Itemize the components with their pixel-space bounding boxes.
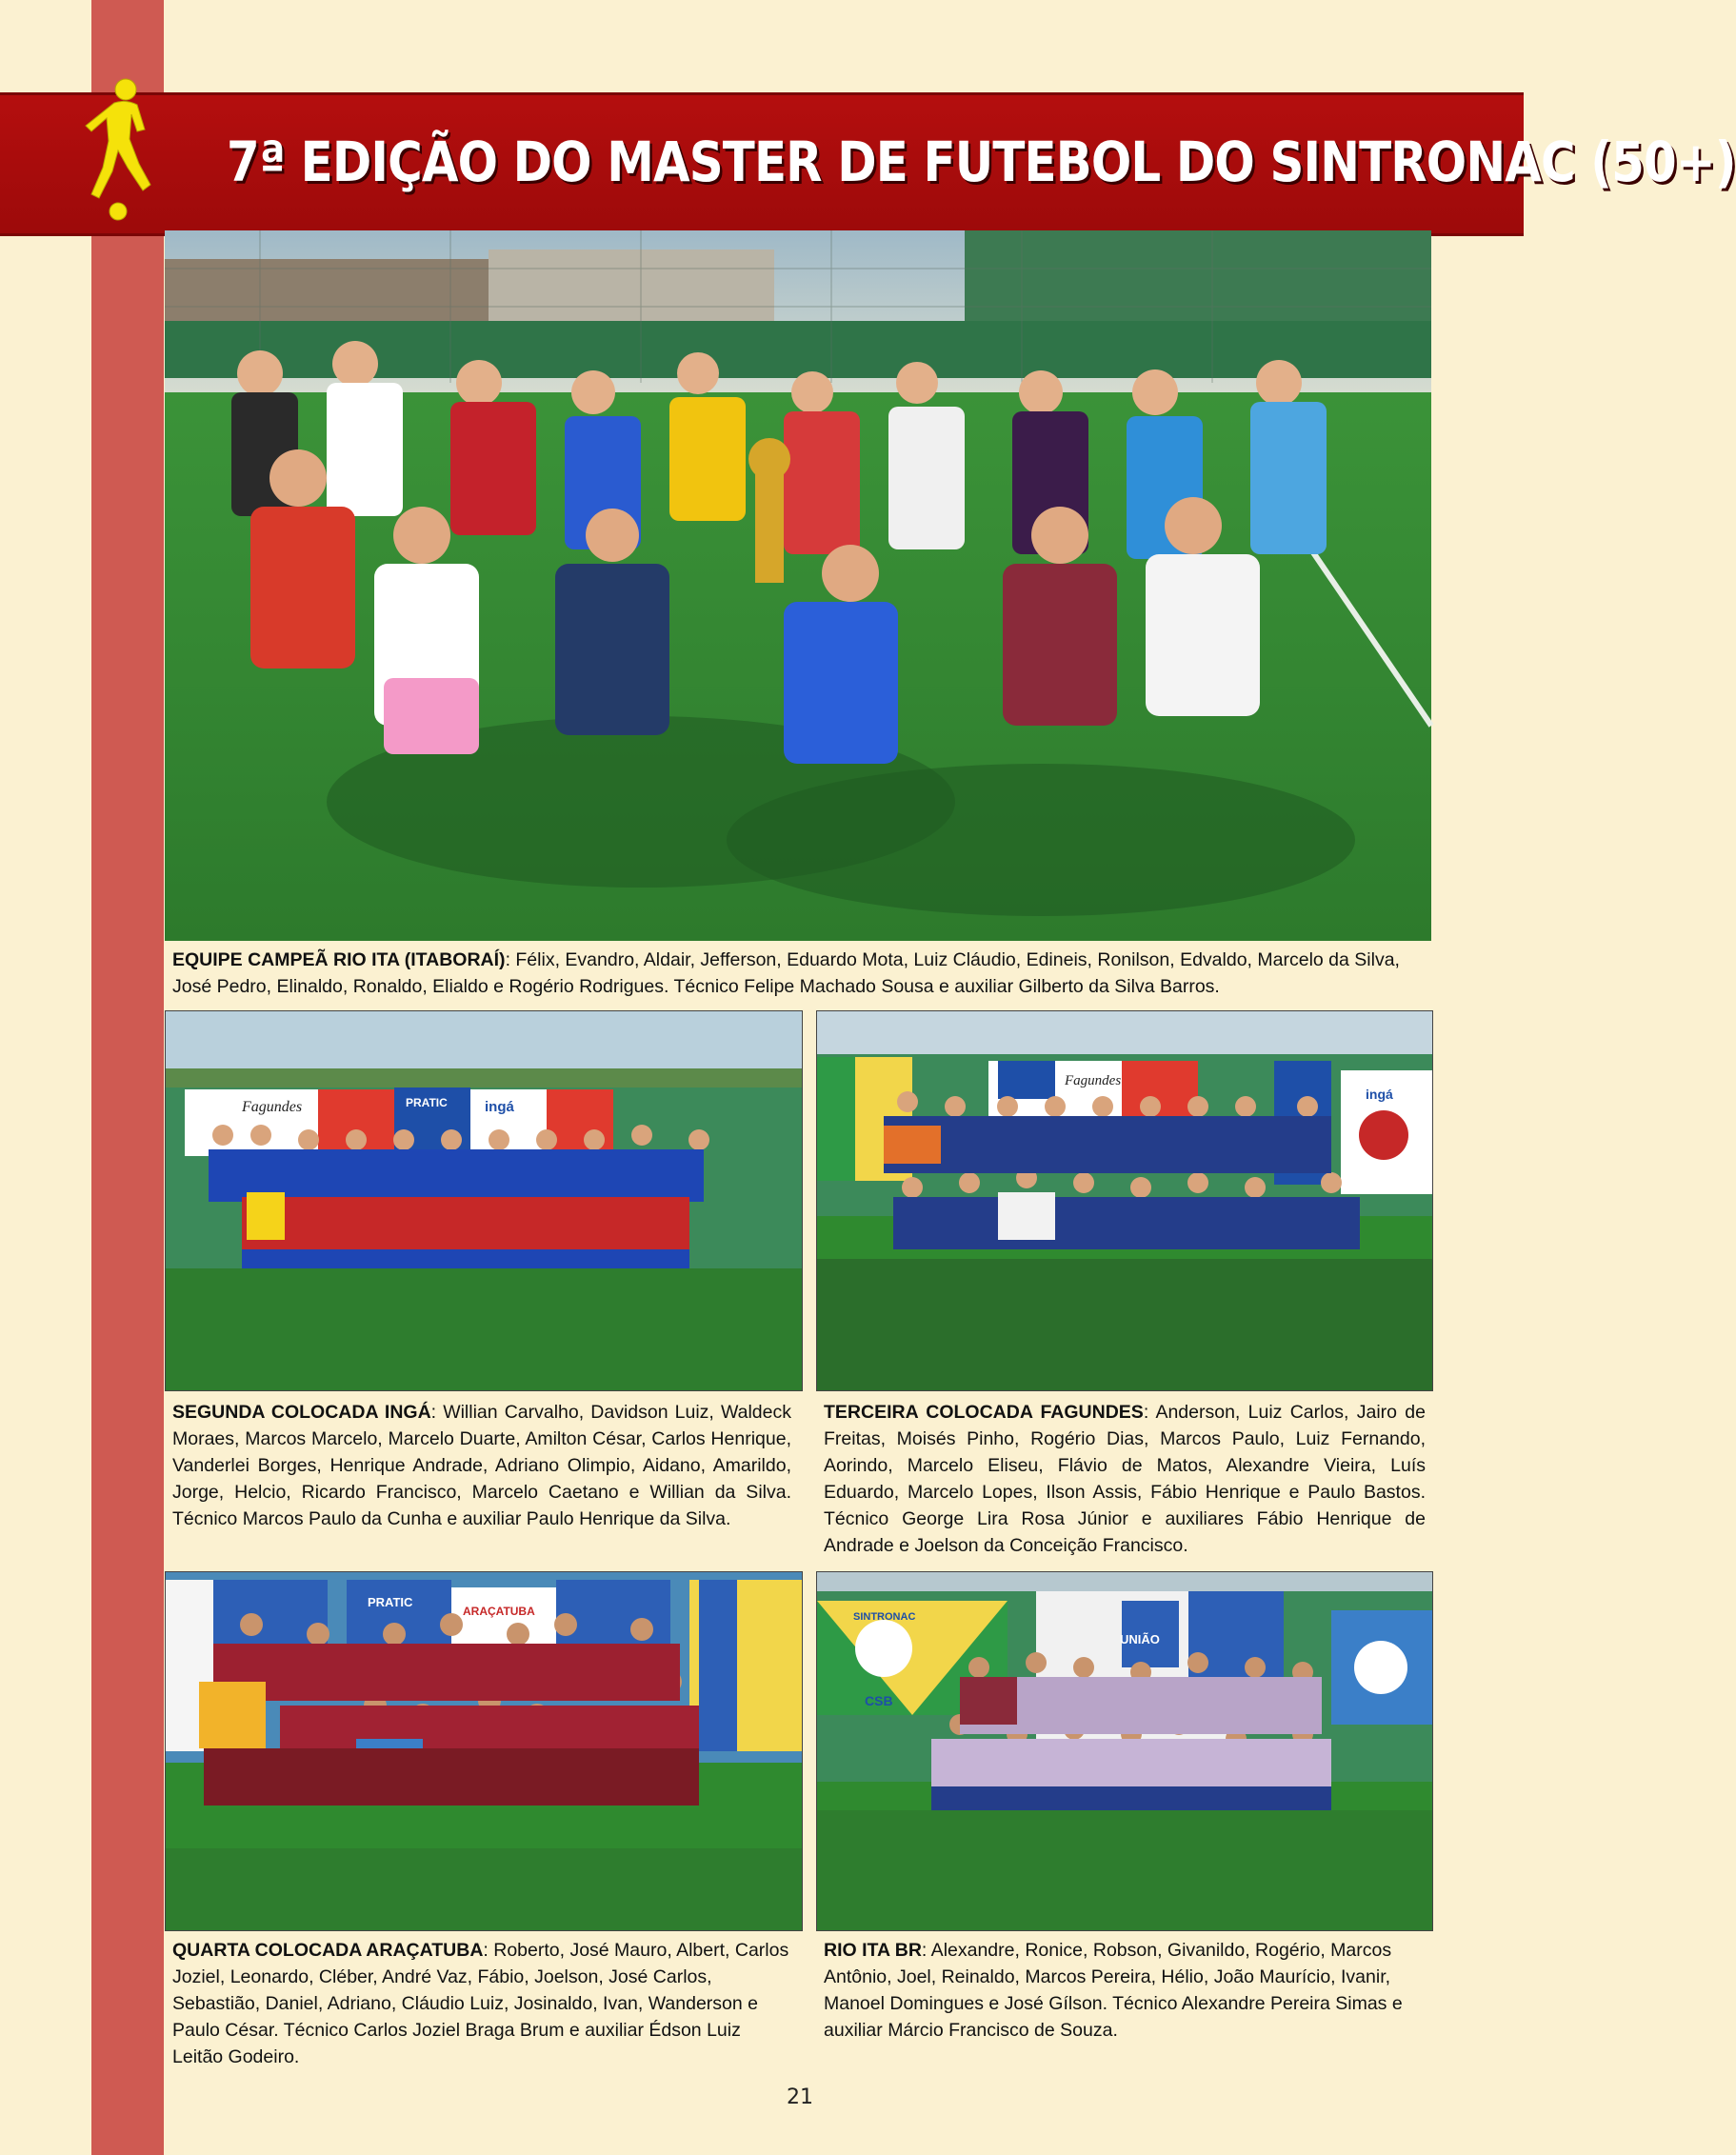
- caption-text: : Anderson, Luiz Carlos, Jairo de Freitas, Moisés Pinho, Rogério Dias, Marcos Paulo, Luiz Fernando, Aorindo, Marcelo Eliseu, Flávio de Matos, Alexandre Vieira, Luís Eduardo, Marcelo Lopes, Ilson Assis, Fábio Henrique e Paulo Bastos. Técnico George Lira Rosa Júnior e auxiliares Fábio Henrique de Andrade e Joelson da Conceição Francisco.: [824, 1402, 1426, 1556]
- page-number: 21: [787, 2085, 813, 2109]
- caption-lead: QUARTA COLOCADA ARAÇATUBA: [172, 1940, 484, 1961]
- caption-lead: TERCEIRA COLOCADA FAGUNDES: [824, 1402, 1144, 1423]
- banner-csb: CSB: [865, 1693, 893, 1708]
- caption-lead: RIO ITA BR: [824, 1940, 922, 1961]
- banner-aracatuba: ARAÇATUBA: [463, 1605, 535, 1618]
- banner-inga-3: ingá: [1366, 1087, 1393, 1102]
- fourth-place-caption: [172, 1937, 791, 2070]
- side-stripe: [91, 0, 164, 2155]
- third-place-caption: [824, 1399, 1426, 1559]
- title-banner: [0, 92, 1736, 236]
- banner-inga: ingá: [485, 1099, 514, 1115]
- soccer-player-icon: [76, 72, 168, 225]
- caption-text: : Félix, Evandro, Aldair, Jefferson, Eduardo Mota, Luiz Cláudio, Edineis, Ronilson, Edvaldo, Marcelo da Silva, José Pedro, Elinaldo, Ronaldo, Elialdo e Rogério Rodrigues. Técnico Felipe Machado Sousa e auxiliar Gilberto da Silva Barros.: [172, 949, 1400, 997]
- banner-sintronac: SINTRONAC: [853, 1611, 916, 1623]
- rio-ita-br-caption: [824, 1937, 1426, 2044]
- caption-text: : Alexandre, Ronice, Robson, Givanildo, Rogério, Marcos Antônio, Joel, Reinaldo, Marcos Pereira, Hélio, João Maurício, Ivanir, Manoel Domingues e José Gílson. Técnico Alexandre Pereira Simas e auxiliar Márcio Francisco de Souza.: [824, 1940, 1403, 2041]
- banner-fagundes-3: Fagundes: [1065, 1073, 1122, 1088]
- page-title: 7ª EDIÇÃO DO MASTER DE FUTEBOL DO SINTRONAC (50+): [227, 130, 1736, 194]
- caption-text: : Roberto, José Mauro, Albert, Carlos Joziel, Leonardo, Cléber, André Vaz, Fábio, Joelson, José Carlos, Sebastião, Daniel, Adriano, Cláudio Luiz, Josinaldo, Ivan, Wanderson e Paulo César. Técnico Carlos Joziel Braga Brum e auxiliar Édson Luiz Leitão Godeiro.: [172, 1940, 789, 2067]
- second-place-photo: [165, 1010, 803, 1391]
- caption-lead: EQUIPE CAMPEÃ RIO ITA (ITABORAÍ): [172, 949, 506, 970]
- third-place-photo: [816, 1010, 1433, 1391]
- banner-uniao: UNIÃO: [1120, 1632, 1160, 1646]
- second-place-caption: [172, 1399, 791, 1532]
- banner-fagundes: Fagundes: [242, 1099, 303, 1115]
- rio-ita-br-photo: [816, 1571, 1433, 1931]
- banner-pratic: PRATIC: [406, 1096, 448, 1109]
- caption-text: : Willian Carvalho, Davidson Luiz, Waldeck Moraes, Marcos Marcelo, Marcelo Duarte, Amilton César, Carlos Henrique, Vanderlei Borges, Henrique Andrade, Adriano Olimpio, Aidano, Amarildo, Jorge, Helcio, Ricardo Francisco, Marcelo Caetano e Willian da Silva. Técnico Marcos Paulo da Cunha e auxiliar Paulo Henrique da Silva.: [172, 1402, 791, 1529]
- banner-pratic-4: PRATIC: [368, 1595, 413, 1609]
- caption-lead: SEGUNDA COLOCADA INGÁ: [172, 1402, 431, 1423]
- fourth-place-photo: [165, 1571, 803, 1931]
- champion-team-photo: [165, 230, 1431, 941]
- champion-team-caption: [172, 947, 1429, 1000]
